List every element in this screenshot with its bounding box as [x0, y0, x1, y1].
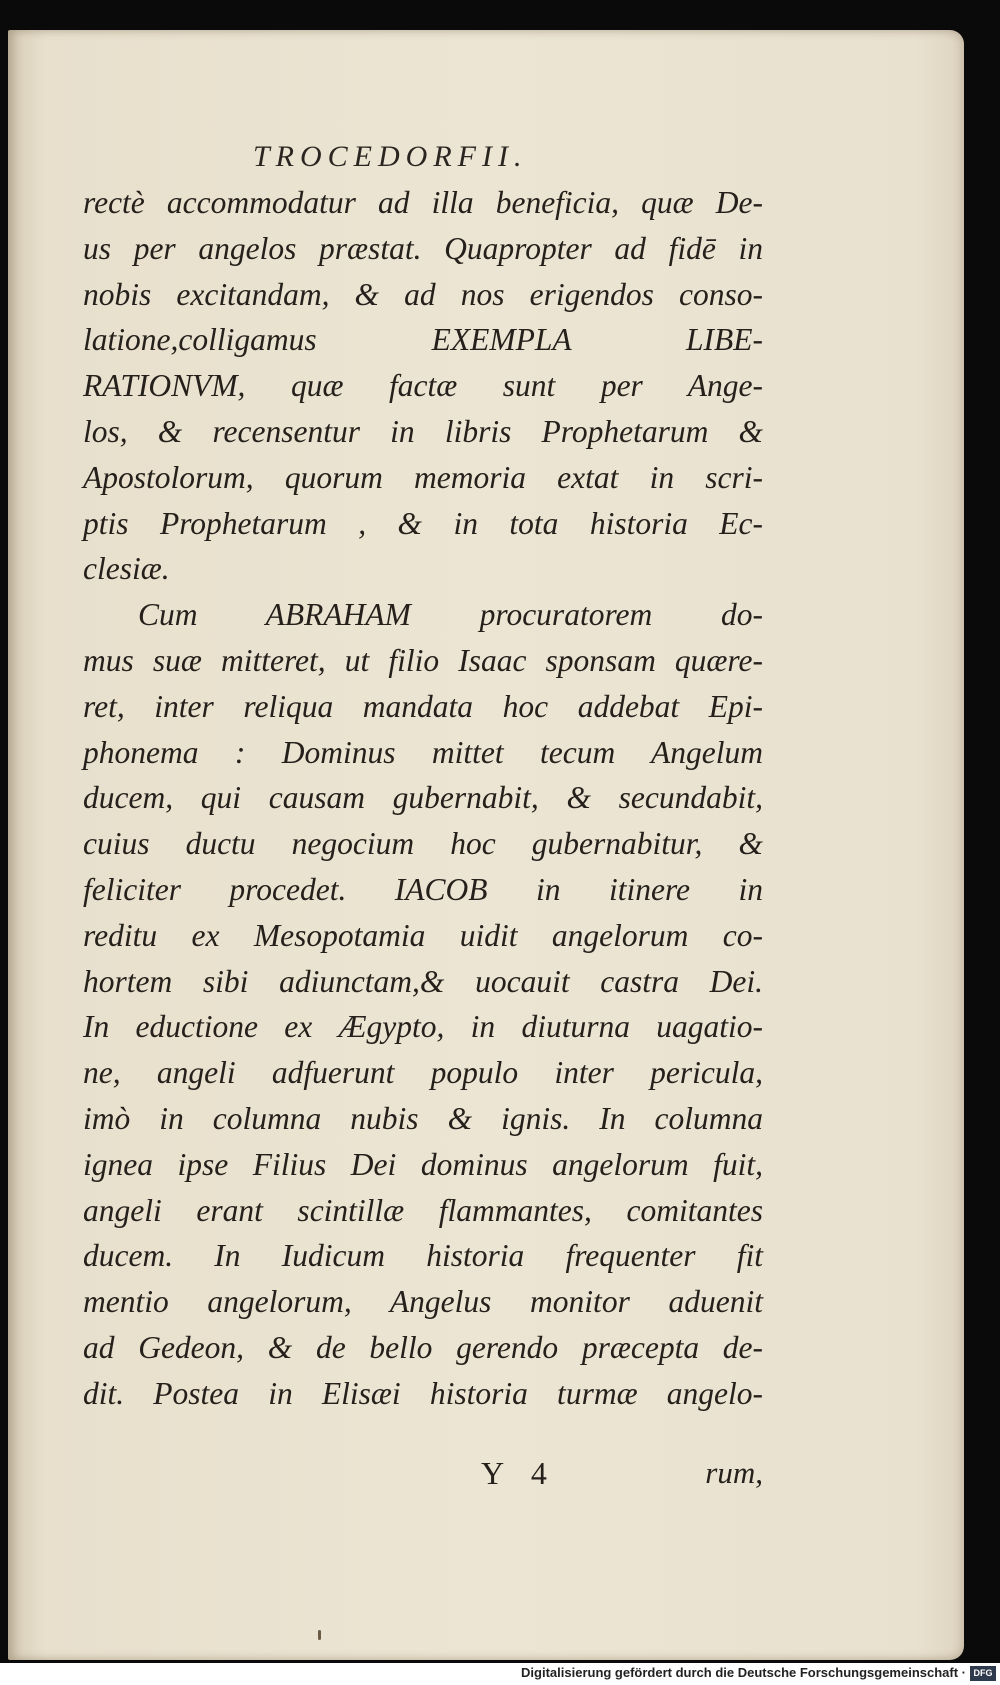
text-line: ducem, qui causam gubernabit, & secundabit, — [83, 780, 763, 816]
funding-credit: Digitalisierung gefördert durch die Deutsche Forschungsgemeinschaft · — [521, 1665, 966, 1680]
body-text — [83, 180, 763, 1417]
text-line: RATIONVM, quæ factæ sunt per Ange- — [83, 368, 763, 404]
text-line: Cum ABRAHAM procuratorem do- — [138, 597, 763, 633]
text-line: angeli erant scintillæ flammantes, comitantes — [83, 1192, 763, 1228]
text-line: cuius ductu negocium hoc gubernabitur, & — [83, 826, 763, 862]
book-page — [8, 30, 964, 1660]
text-line: us per angelos præstat. Quapropter ad fidē in — [83, 230, 763, 266]
text-line: phonema : Dominus mittet tecum Angelum — [83, 734, 763, 770]
text-line: latione,colligamus EXEMPLA LIBE- — [83, 322, 763, 358]
credit-bar — [0, 1663, 1000, 1685]
catchword: rum, — [705, 1455, 763, 1490]
text-line: mentio angelorum, Angelus monitor aduenit — [83, 1284, 763, 1320]
text-line: ignea ipse Filius Dei dominus angelorum fuit, — [83, 1146, 763, 1182]
text-line: ne, angeli adfuerunt populo inter pericula, — [83, 1055, 763, 1091]
text-line: ret, inter reliqua mandata hoc addebat Epi- — [83, 688, 763, 724]
text-line: mus suæ mitteret, ut filio Isaac sponsam quære- — [83, 642, 763, 678]
ink-smudge — [318, 1630, 321, 1640]
text-line: ad Gedeon, & de bello gerendo præcepta de- — [83, 1329, 763, 1365]
page-footer — [83, 1455, 763, 1501]
text-line: In eductione ex Ægypto, in diuturna uagatio- — [83, 1009, 763, 1045]
text-line: feliciter procedet. IACOB in itinere in — [83, 871, 763, 907]
text-line: clesiæ. — [83, 551, 170, 587]
text-line: reditu ex Mesopotamia uidit angelorum co- — [83, 917, 763, 953]
text-line: nobis excitandam, & ad nos erigendos conso- — [83, 276, 763, 312]
running-head: TROCEDORFII. — [253, 140, 528, 173]
text-line: ducem. In Iudicum historia frequenter fit — [83, 1238, 763, 1274]
text-line: hortem sibi adiunctam,& uocauit castra Dei. — [83, 963, 763, 999]
text-line: rectè accommodatur ad illa beneficia, quæ De- — [83, 185, 763, 220]
text-line: los, & recensentur in libris Prophetarum & — [83, 413, 763, 449]
dfg-logo-icon: DFG — [970, 1666, 996, 1681]
text-line: imò in columna nubis & ignis. In columna — [83, 1100, 763, 1136]
text-line: ptis Prophetarum , & in tota historia Ec- — [83, 505, 763, 541]
text-line: Apostolorum, quorum memoria extat in scri- — [83, 459, 763, 495]
text-line: dit. Postea in Elisæi historia turmæ angelo- — [83, 1375, 763, 1411]
signature-mark: Y 4 — [481, 1455, 557, 1491]
